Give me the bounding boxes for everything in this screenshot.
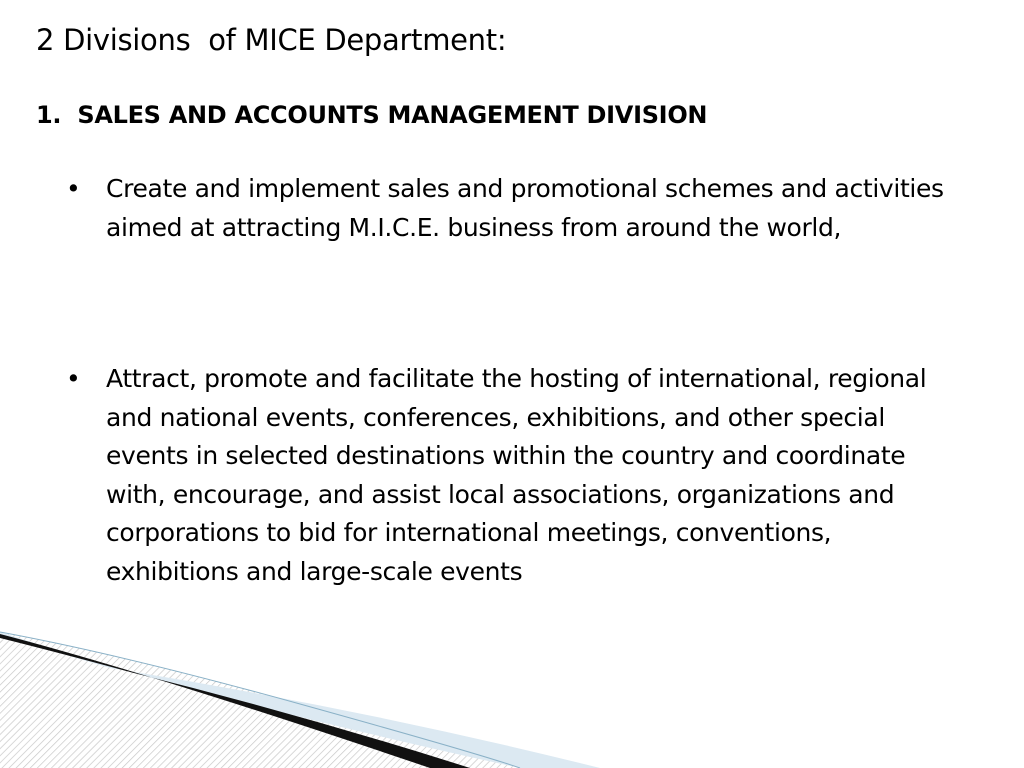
slide-title: 2 Divisions of MICE Department: bbox=[36, 23, 507, 57]
section-heading: 1. SALES AND ACCOUNTS MANAGEMENT DIVISION bbox=[36, 101, 708, 129]
bullet-item bbox=[66, 360, 966, 591]
bullet-dot-icon: • bbox=[66, 174, 81, 203]
bullet-dot-icon: • bbox=[66, 364, 81, 393]
decorative-swoosh bbox=[0, 628, 1024, 768]
bullet-text: Attract, promote and facilitate the hosting of international, regional and national events, conferences, exhibitions, and other special events in selected destinations within the country and coordinate with, encourage, and assist local associations, organizations and corporations to bid for international meetings, conventions, exhibitions and large-scale events bbox=[106, 364, 927, 586]
bullet-text: Create and implement sales and promotional schemes and activities aimed at attracting M.I.C.E. business from around the world, bbox=[106, 174, 944, 242]
bullet-item bbox=[66, 170, 966, 247]
